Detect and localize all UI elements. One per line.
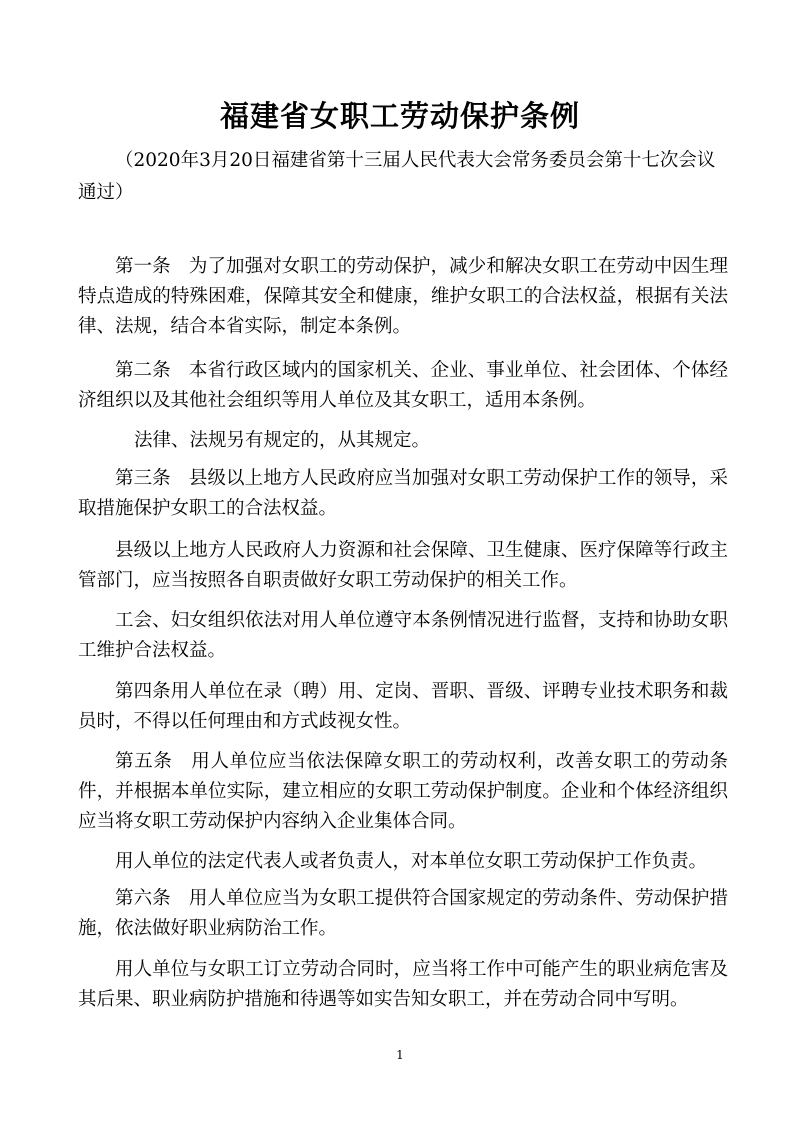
article-heading: 第三条 (115, 468, 171, 489)
clause-text: 工会、妇女组织依法对用人单位遵守本条例情况进行监督，支持和协助女职工维护合法权益。 (78, 610, 728, 661)
article-2-clause-2 (78, 426, 728, 456)
article-1 (78, 252, 728, 342)
adoption-note: （2020年3月20日福建省第十三届人民代表大会常务委员会第十七次会议通过） (78, 150, 716, 203)
clause-text: 县级以上地方人民政府人力资源和社会保障、卫生健康、医疗保障等行政主管部门，应当按照各自职责做好女职工劳动保护的相关工作。 (78, 540, 728, 591)
article-heading: 第五条 (115, 751, 173, 772)
article-3-clause-2 (78, 536, 728, 596)
article-text: 第四条用人单位在录（聘）用、定岗、晋职、晋级、评聘专业技术职务和裁员时，不得以任何理由和方式歧视女性。 (78, 681, 728, 732)
article-heading: 第二条 (115, 360, 171, 381)
article-heading: 第一条 (115, 256, 171, 277)
article-6 (78, 884, 728, 944)
page-number: 1 (396, 1048, 404, 1062)
clause-text: 法律、法规另有规定的，从其规定。 (134, 430, 431, 451)
article-text: 用人单位应当为女职工提供符合国家规定的劳动条件、劳动保护措施，依法做好职业病防治工作。 (78, 888, 728, 939)
document-title: 福建省女职工劳动保护条例 (219, 99, 580, 133)
article-text: 本省行政区域内的国家机关、企业、事业单位、社会团体、个体经济组织以及其他社会组织等用人单位及其女职工，适用本条例。 (78, 360, 728, 411)
article-3-clause-3 (78, 606, 728, 666)
clause-text: 用人单位与女职工订立劳动合同时，应当将工作中可能产生的职业病危害及其后果、职业病防护措施和待遇等如实告知女职工，并在劳动合同中写明。 (78, 959, 728, 1010)
article-text: 县级以上地方人民政府应当加强对女职工劳动保护工作的领导，采取措施保护女职工的合法权益。 (78, 468, 728, 519)
article-3 (78, 464, 728, 524)
article-5 (78, 747, 728, 837)
article-text: 为了加强对女职工的劳动保护，减少和解决女职工在劳动中因生理特点造成的特殊困难，保障其安全和健康，维护女职工的合法权益，根据有关法律、法规，结合本省实际，制定本条例。 (78, 256, 728, 337)
article-text: 用人单位应当依法保障女职工的劳动权利，改善女职工的劳动条件，并根据本单位实际，建立相应的女职工劳动保护制度。企业和个体经济组织应当将女职工劳动保护内容纳入企业集体合同。 (78, 751, 728, 832)
clause-text: 用人单位的法定代表人或者负责人，对本单位女职工劳动保护工作负责。 (115, 851, 708, 872)
article-heading: 第六条 (115, 888, 171, 909)
article-4 (78, 677, 728, 737)
article-2 (78, 356, 728, 416)
article-6-clause-2 (78, 955, 728, 1015)
article-5-clause-2 (78, 847, 728, 877)
